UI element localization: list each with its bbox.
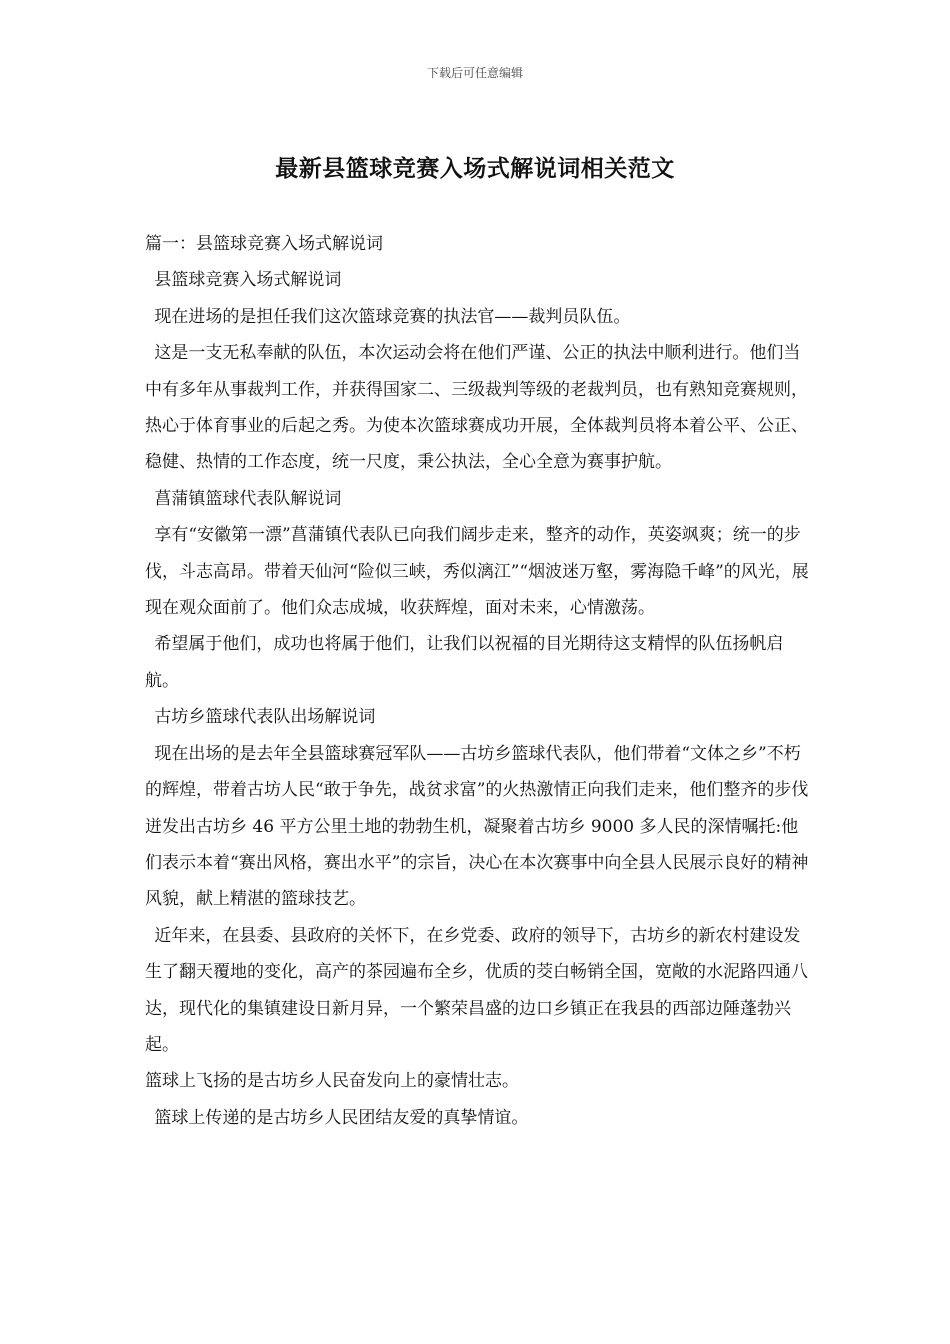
paragraph-gufang-body: 现在出场的是去年全县篮球赛冠军队——古坊乡篮球代表队，他们带着“文体之乡”不朽的辉煌，带着古坊人民“敢于争先，战贫求富”的火热激情正向我们走来，他们整齐的步伐迸发出古坊乡 46 平方公里土地的勃勃生机，凝聚着古坊乡 9000 多人民的深情嘱托:他们表示本着“赛出风格，赛出水平”的宗旨，决心在本次赛事中向全县人民展示良好的精神风貌，献上精湛的篮球技艺。 — [145, 743, 809, 910]
document-body — [145, 226, 810, 1136]
paragraph-changpu-closing: 希望属于他们，成功也将属于他们，让我们以祝福的目光期待这支精悍的队伍扬帆启航。 — [145, 634, 784, 691]
paragraph-subheading-gufang: 古坊乡篮球代表队出场解说词 — [154, 707, 376, 728]
paragraph-subheading-referees: 县篮球竞赛入场式解说词 — [154, 270, 342, 291]
paragraph-gufang-friendship: 篮球上传递的是古坊乡人民团结友爱的真挚情谊。 — [154, 1107, 529, 1128]
header-note: 下载后可任意编辑 — [426, 66, 523, 80]
paragraph-section-heading: 篇一：县篮球竞赛入场式解说词 — [145, 234, 383, 254]
document-title: 最新县篮球竞赛入场式解说词相关范文 — [275, 155, 675, 182]
paragraph-gufang-development: 近年来，在县委、县政府的关怀下，在乡党委、政府的领导下，古坊乡的新农村建设发生了翻天覆地的变化，高产的茶园遍布全乡，优质的茭白畅销全国，宽敞的水泥路四通八达，现代化的集镇建设日新月异，一个繁荣昌盛的边口乡镇正在我县的西部边陲蓬勃兴起。 — [145, 925, 808, 1055]
paragraph-changpu-body: 享有“安徽第一漂”菖蒲镇代表队已向我们阔步走来，整齐的动作，英姿飒爽；统一的步伐，斗志高昂。带着天仙河“险似三峡，秀似漓江”“烟波迷万壑，雾海隐千峰”的风光，展现在观众面前了。他们众志成城，收获辉煌，面对未来，心情激荡。 — [145, 525, 809, 619]
paragraph-gufang-spirit: 篮球上飞扬的是古坊乡人民奋发向上的豪情壮志。 — [145, 1071, 519, 1092]
paragraph-referees-intro: 现在进场的是担任我们这次篮球竞赛的执法官——裁判员队伍。 — [154, 306, 631, 327]
paragraph-subheading-changpu: 菖蒲镇篮球代表队解说词 — [154, 488, 342, 509]
paragraph-referees-body: 这是一支无私奉献的队伍，本次运动会将在他们严谨、公正的执法中顺利进行。他们当中有多年从事裁判工作，并获得国家二、三级裁判等级的老裁判员，也有熟知竞赛规则，热心于体育事业的后起之秀。为使本次篮球赛成功开展，全体裁判员将本着公平、公正、稳健、热情的工作态度，统一尺度，秉公执法，全心全意为赛事护航。 — [145, 343, 808, 473]
